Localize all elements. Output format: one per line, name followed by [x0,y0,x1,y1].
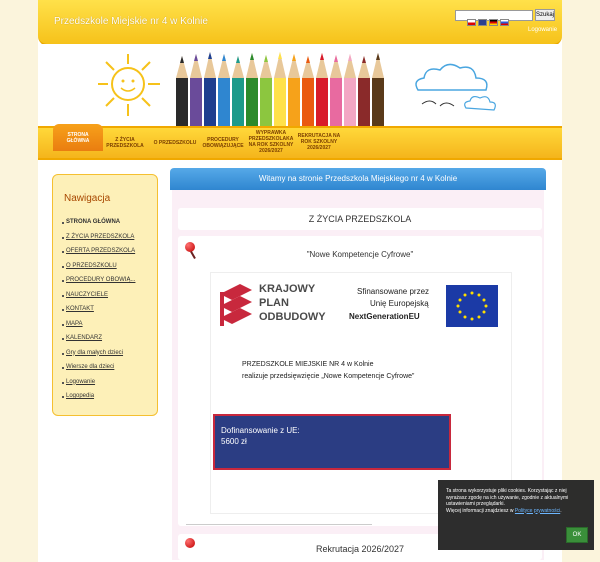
sidebar-bullet-icon [62,222,64,224]
sidebar-bullet-icon [62,338,64,340]
sidebar-item[interactable]: OFERTA PRZEDSZKOLA [66,248,136,254]
tab-strona-glowna[interactable]: STRONA GŁÓWNA [53,124,103,151]
cookie-text: Ta strona wykorzystuje pliki cookies. Korzystając z niej wyrażasz zgodę na ich używanie, zgodnie z aktualnymi ustawieniami przeglądarki. Więcej informacji znajdziesz w Polityce prywatności. [446,488,569,514]
site-title[interactable]: Przedszkole Miejskie nr 4 w Kolnie [54,16,208,27]
kpo-line-3: ODBUDOWY [259,311,326,323]
sidebar-bullet-icon [62,396,64,398]
ue-line-1: Sfinansowane przez [357,287,430,296]
sidebar-item[interactable]: Logopedia [66,393,95,399]
divider [186,524,372,525]
sidebar-item[interactable]: STRONA GŁÓWNA [66,219,121,225]
login-link[interactable]: Logowanie [528,27,558,33]
tab-procedury[interactable]: PROCEDURY OBOWIĄZUJĄCE [202,137,244,149]
article-title[interactable]: "Nowe Kompetencje Cyfrowe" [306,250,414,259]
sidebar-bullet-icon [62,237,64,239]
tab-wyprawka[interactable]: WYPRAWKA PRZEDSZKOLAKA NA ROK SZKOLNY 2026/2027 [248,130,294,154]
ue-line-3: NextGenerationEU [349,312,420,321]
sidebar-bullet-icon [62,295,64,297]
eu-flag-icon [446,285,498,327]
sidebar-item[interactable]: KONTAKT [66,306,94,312]
sidebar-item[interactable]: Gry dla małych dzieci [66,349,124,356]
sidebar-item[interactable]: NAUCZYCIELE [66,291,109,298]
main-header: Witamy na stronie Przedszkola Miejskiego nr 4 w Kolnie [170,168,546,190]
sidebar-item[interactable]: KALENDARZ [66,335,103,341]
flag-de-icon[interactable] [489,19,498,26]
tab-z-zycia-przedszkola[interactable]: Z ŻYCIA PRZEDSZKOLA [106,137,144,149]
sidebar-item[interactable]: Z ŻYCIA PRZEDSZKOLA [66,233,135,240]
sidebar-bullet-icon [62,266,64,268]
sidebar-item[interactable]: O PRZEDSZKOLU [66,262,117,269]
funding-label: Dofinansowanie z UE: [221,426,300,435]
search-button[interactable]: Szukaj [535,9,555,21]
kpo-line-1: KRAJOWY [259,283,316,295]
cookie-more-text: Więcej informacji znajdziesz w [446,507,514,514]
article-title-2[interactable]: Rekrutacja 2026/2027 [315,544,405,554]
section-title: Z ŻYCIA PRZEDSZKOLA [178,208,542,230]
sidebar-bullet-icon [62,367,64,369]
cookie-ok-button[interactable]: OK [566,527,588,543]
sidebar-item[interactable]: MAPA [66,320,83,327]
project-line-2: realizuje przedsięwzięcie „Nowe Kompetencje Cyfrowe” [242,373,415,380]
flag-ru-icon[interactable] [500,19,509,26]
kpo-line-2: PLAN [259,297,289,309]
sidebar-item[interactable]: Wiersze dla dzieci [66,364,115,370]
privacy-policy-link[interactable]: Polityce prywatności [514,507,561,514]
flag-en-icon[interactable] [478,19,487,26]
tab-rekrutacja[interactable]: REKRUTACJA NA ROK SZKOLNY 2026/2027 [297,133,341,151]
crayons-illustration [176,48,406,130]
sidebar-item[interactable]: Logowanie [66,378,96,385]
funding-amount: 5600 zł [221,437,247,446]
sidebar-bullet-icon [62,382,64,384]
sun-drawing-icon [90,50,170,120]
language-flags [467,19,509,26]
sidebar-bullet-icon [62,324,64,326]
sidebar-bullet-icon [62,309,64,311]
project-line-1: PRZEDSZKOLE MIEJSKIE NR 4 w Kolnie [242,361,374,368]
cookie-message: Ta strona wykorzystuje pliki cookies. Korzystając z niej wyrażasz zgodę na ich używanie, zgodnie z aktualnymi ustawieniami przeglądarki. [446,488,569,507]
kpo-logo-icon [220,284,252,328]
ue-line-2: Unię Europejską [370,299,429,308]
sidebar-bullet-icon [62,251,64,253]
sidebar-item[interactable]: PROCEDURY OBOWIĄ... [66,277,136,283]
tab-o-przedszkolu[interactable]: O PRZEDSZKOLU [153,140,197,146]
sidebar-title: Nawigacja [64,193,111,204]
flag-pl-icon[interactable] [467,19,476,26]
cloud-drawing-icon [410,56,500,118]
sidebar-bullet-icon [62,353,64,355]
funding-box [213,414,451,470]
sidebar-bullet-icon [62,280,64,282]
